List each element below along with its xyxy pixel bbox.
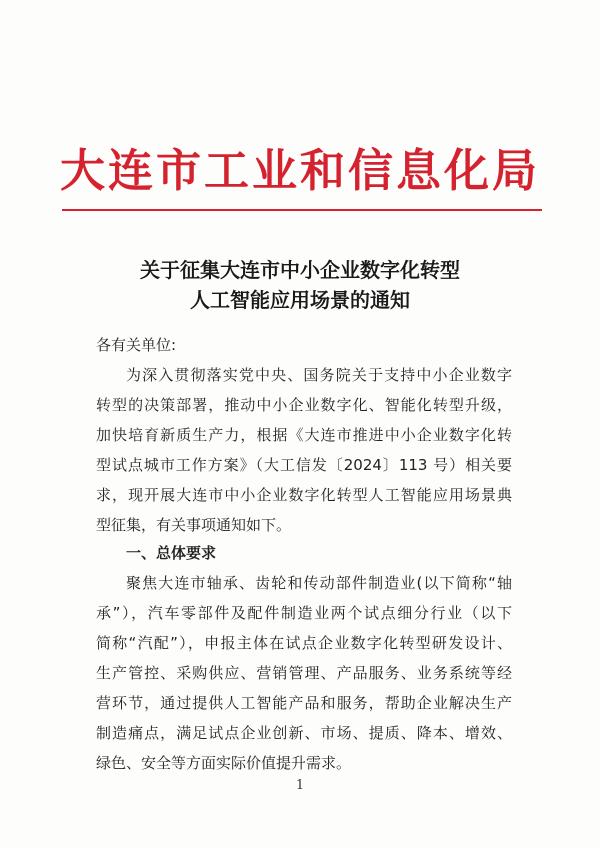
paragraph-line: 绿色、安全等方面实际价值提升需求。 bbox=[96, 754, 352, 772]
paragraph-line: 求，现开展大连市中小企业数字化转型人工智能应用场景典 bbox=[96, 486, 512, 504]
paragraph-line: 承”），汽车零部件及配件制造业两个试点细分行业（以下 bbox=[96, 604, 512, 622]
section-heading-general-requirements bbox=[96, 538, 512, 568]
document-title bbox=[0, 255, 600, 315]
salutation: 各有关单位: bbox=[96, 336, 177, 354]
paragraph-line: 制造痛点，满足试点企业创新、市场、提质、降本、增效、 bbox=[96, 724, 512, 742]
title-line-1: 关于征集大连市中小企业数字化转型 bbox=[140, 258, 460, 282]
paragraph-general-requirements bbox=[96, 568, 512, 778]
paragraph-line: 聚焦大连市轴承、齿轮和传动部件制造业(以下简称“轴 bbox=[126, 574, 512, 592]
title-line-2: 人工智能应用场景的通知 bbox=[190, 288, 410, 312]
paragraph-line: 生产管控、采购供应、营销管理、产品服务、业务系统等经 bbox=[96, 664, 512, 682]
paragraph-line: 营环节，通过提供人工智能产品和服务，帮助企业解决生产 bbox=[96, 694, 512, 712]
issuing-organization-header: 大连市工业和信息化局 bbox=[59, 144, 540, 197]
page-number: 1 bbox=[295, 778, 305, 793]
paragraph-line: 简称“汽配”），申报主体在试点企业数字化转型研发设计、 bbox=[96, 634, 512, 652]
paragraph-introduction bbox=[96, 360, 512, 540]
red-header-rule bbox=[62, 209, 542, 211]
paragraph-line: 为深入贯彻落实党中央、国务院关于支持中小企业数字 bbox=[126, 366, 512, 384]
paragraph-line: 型征集，有关事项通知如下。 bbox=[96, 516, 292, 534]
section-heading-text: 一、总体要求 bbox=[126, 544, 217, 562]
paragraph-line: 加快培育新质生产力，根据《大连市推进中小企业数字化转 bbox=[96, 426, 512, 444]
paragraph-line: 转型的决策部署，推动中小企业数字化、智能化转型升级， bbox=[96, 396, 512, 414]
paragraph-line: 型试点城市工作方案》（大工信发〔2024〕113 号）相关要 bbox=[96, 456, 512, 474]
